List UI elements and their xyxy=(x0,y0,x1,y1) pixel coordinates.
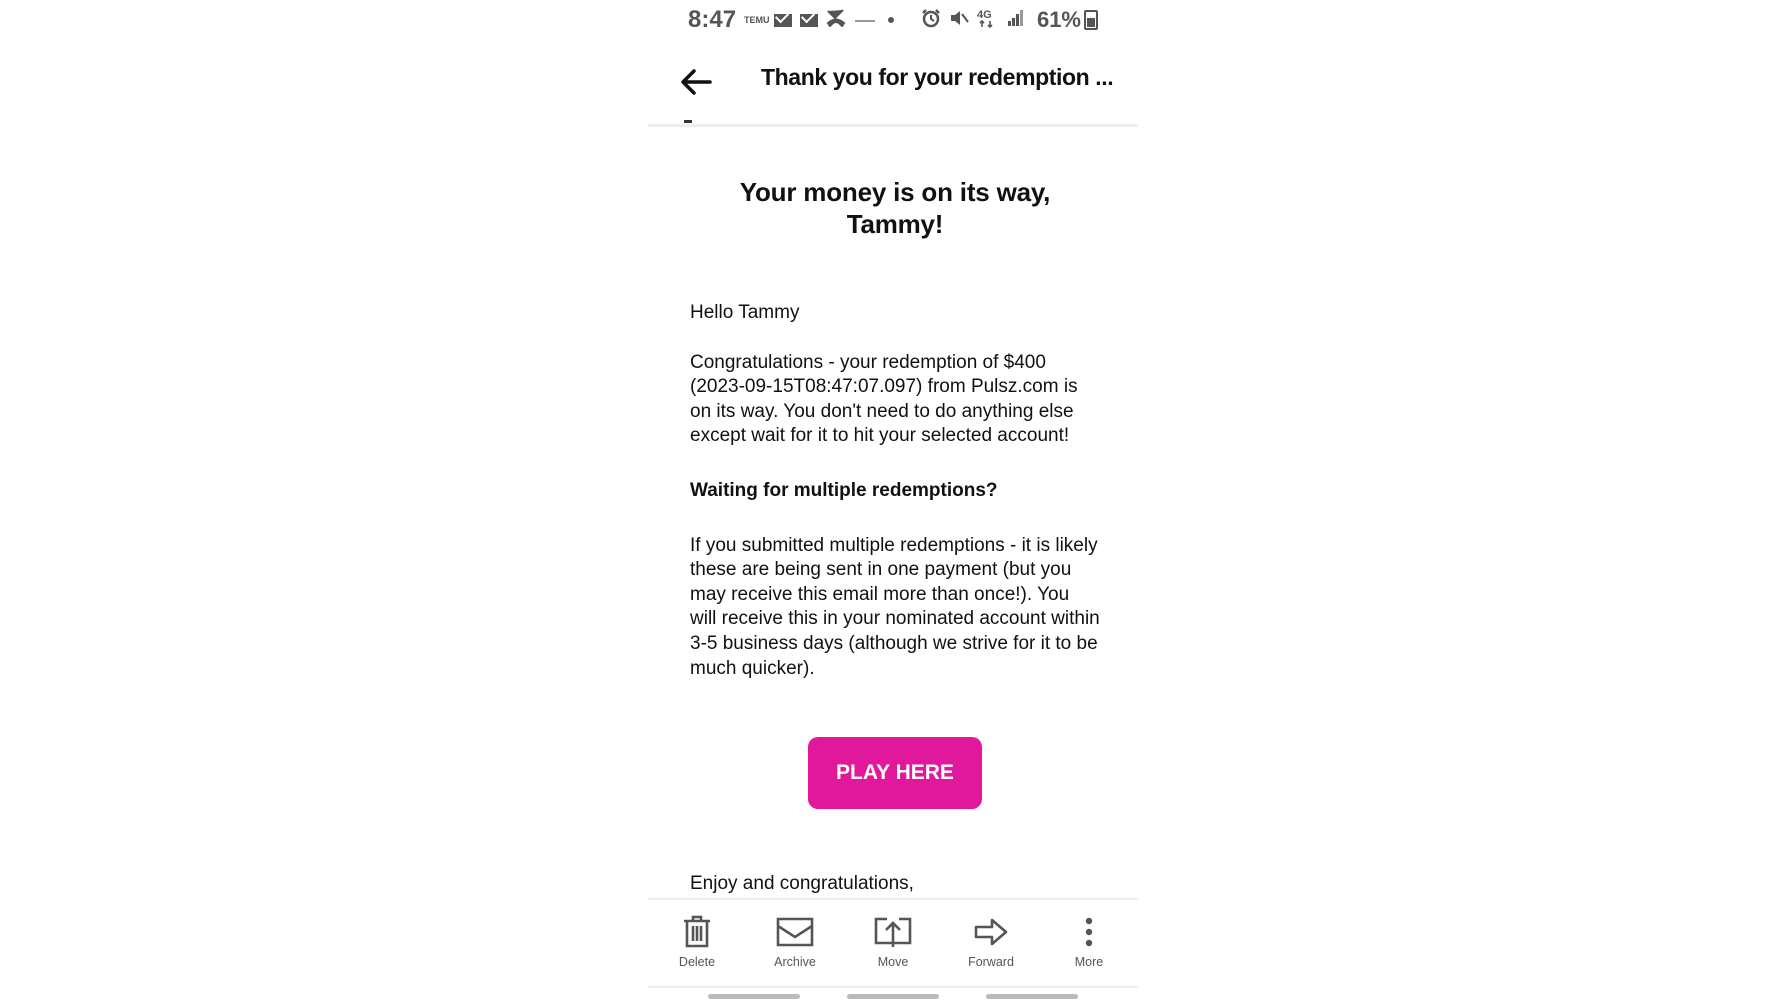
email-headline: Your money is on its way, Tammy! xyxy=(739,177,1051,239)
move-button[interactable] xyxy=(844,900,942,986)
phone-screen xyxy=(648,0,1138,1000)
move-label: Move xyxy=(877,955,909,969)
mute-icon xyxy=(949,8,969,32)
greeting-text: Hello Tammy xyxy=(690,302,800,323)
move-icon xyxy=(844,914,942,950)
play-here-button[interactable]: PLAY HERE xyxy=(808,737,982,809)
archive-label: Archive xyxy=(774,955,816,969)
nav-hint-center[interactable] xyxy=(847,994,939,999)
forward-label: Forward xyxy=(968,955,1014,969)
more-label: More xyxy=(1074,955,1104,969)
status-time: 8:47 xyxy=(688,6,737,33)
multiple-redemptions-text: If you submitted multiple redemptions - it is likely these are being sent in one payment (but you may receive this email more than once!). You will receive this in your nominated account within 3-5 business days (although we strive for it to be much quicker). xyxy=(690,534,1100,679)
delete-label: Delete xyxy=(678,955,716,969)
scroll-indicator xyxy=(684,120,692,123)
forward-button[interactable] xyxy=(942,900,1040,986)
back-button[interactable] xyxy=(676,62,716,102)
notification-icon xyxy=(854,12,876,29)
trash-icon xyxy=(648,914,746,950)
mail-icon xyxy=(800,14,818,27)
svg-text:4G: 4G xyxy=(976,9,992,21)
waiting-heading: Waiting for multiple redemptions? xyxy=(690,479,998,501)
missed-call-icon xyxy=(826,9,846,31)
signoff-text: Enjoy and congratulations, xyxy=(690,873,914,895)
temu-icon: TEMU xyxy=(744,14,770,25)
nav-hint-right[interactable] xyxy=(986,994,1078,999)
gesture-nav-bar xyxy=(708,994,1078,999)
play-button-wrapper xyxy=(690,737,1100,809)
email-body xyxy=(690,124,1100,897)
battery-icon xyxy=(1084,10,1098,30)
delete-button[interactable] xyxy=(648,900,746,986)
signal-icon xyxy=(1007,9,1025,31)
congrats-text: Congratulations - your redemption of $400 (2023-09-15T08:47:07.097) from Pulsz.com is on its way. You don't need to do anything else except wait for it to hit your selected account! xyxy=(690,351,1078,447)
alarm-icon xyxy=(921,8,941,32)
status-bar xyxy=(688,4,1098,36)
more-vertical-icon xyxy=(1040,914,1138,950)
forward-icon xyxy=(942,914,1040,950)
nav-hint-left[interactable] xyxy=(708,994,800,999)
archive-button[interactable] xyxy=(746,900,844,986)
lte-icon xyxy=(977,8,999,32)
mail-icon xyxy=(774,14,792,27)
email-subject: Thank you for your redemption ... xyxy=(761,64,1114,90)
more-button[interactable] xyxy=(1040,900,1138,986)
back-arrow-icon xyxy=(676,62,716,102)
email-header xyxy=(648,44,1138,127)
battery-percent: 61% xyxy=(1036,7,1081,32)
archive-icon xyxy=(746,914,844,950)
dot-icon xyxy=(888,17,894,23)
bottom-toolbar xyxy=(648,898,1138,988)
status-right xyxy=(921,7,1098,33)
